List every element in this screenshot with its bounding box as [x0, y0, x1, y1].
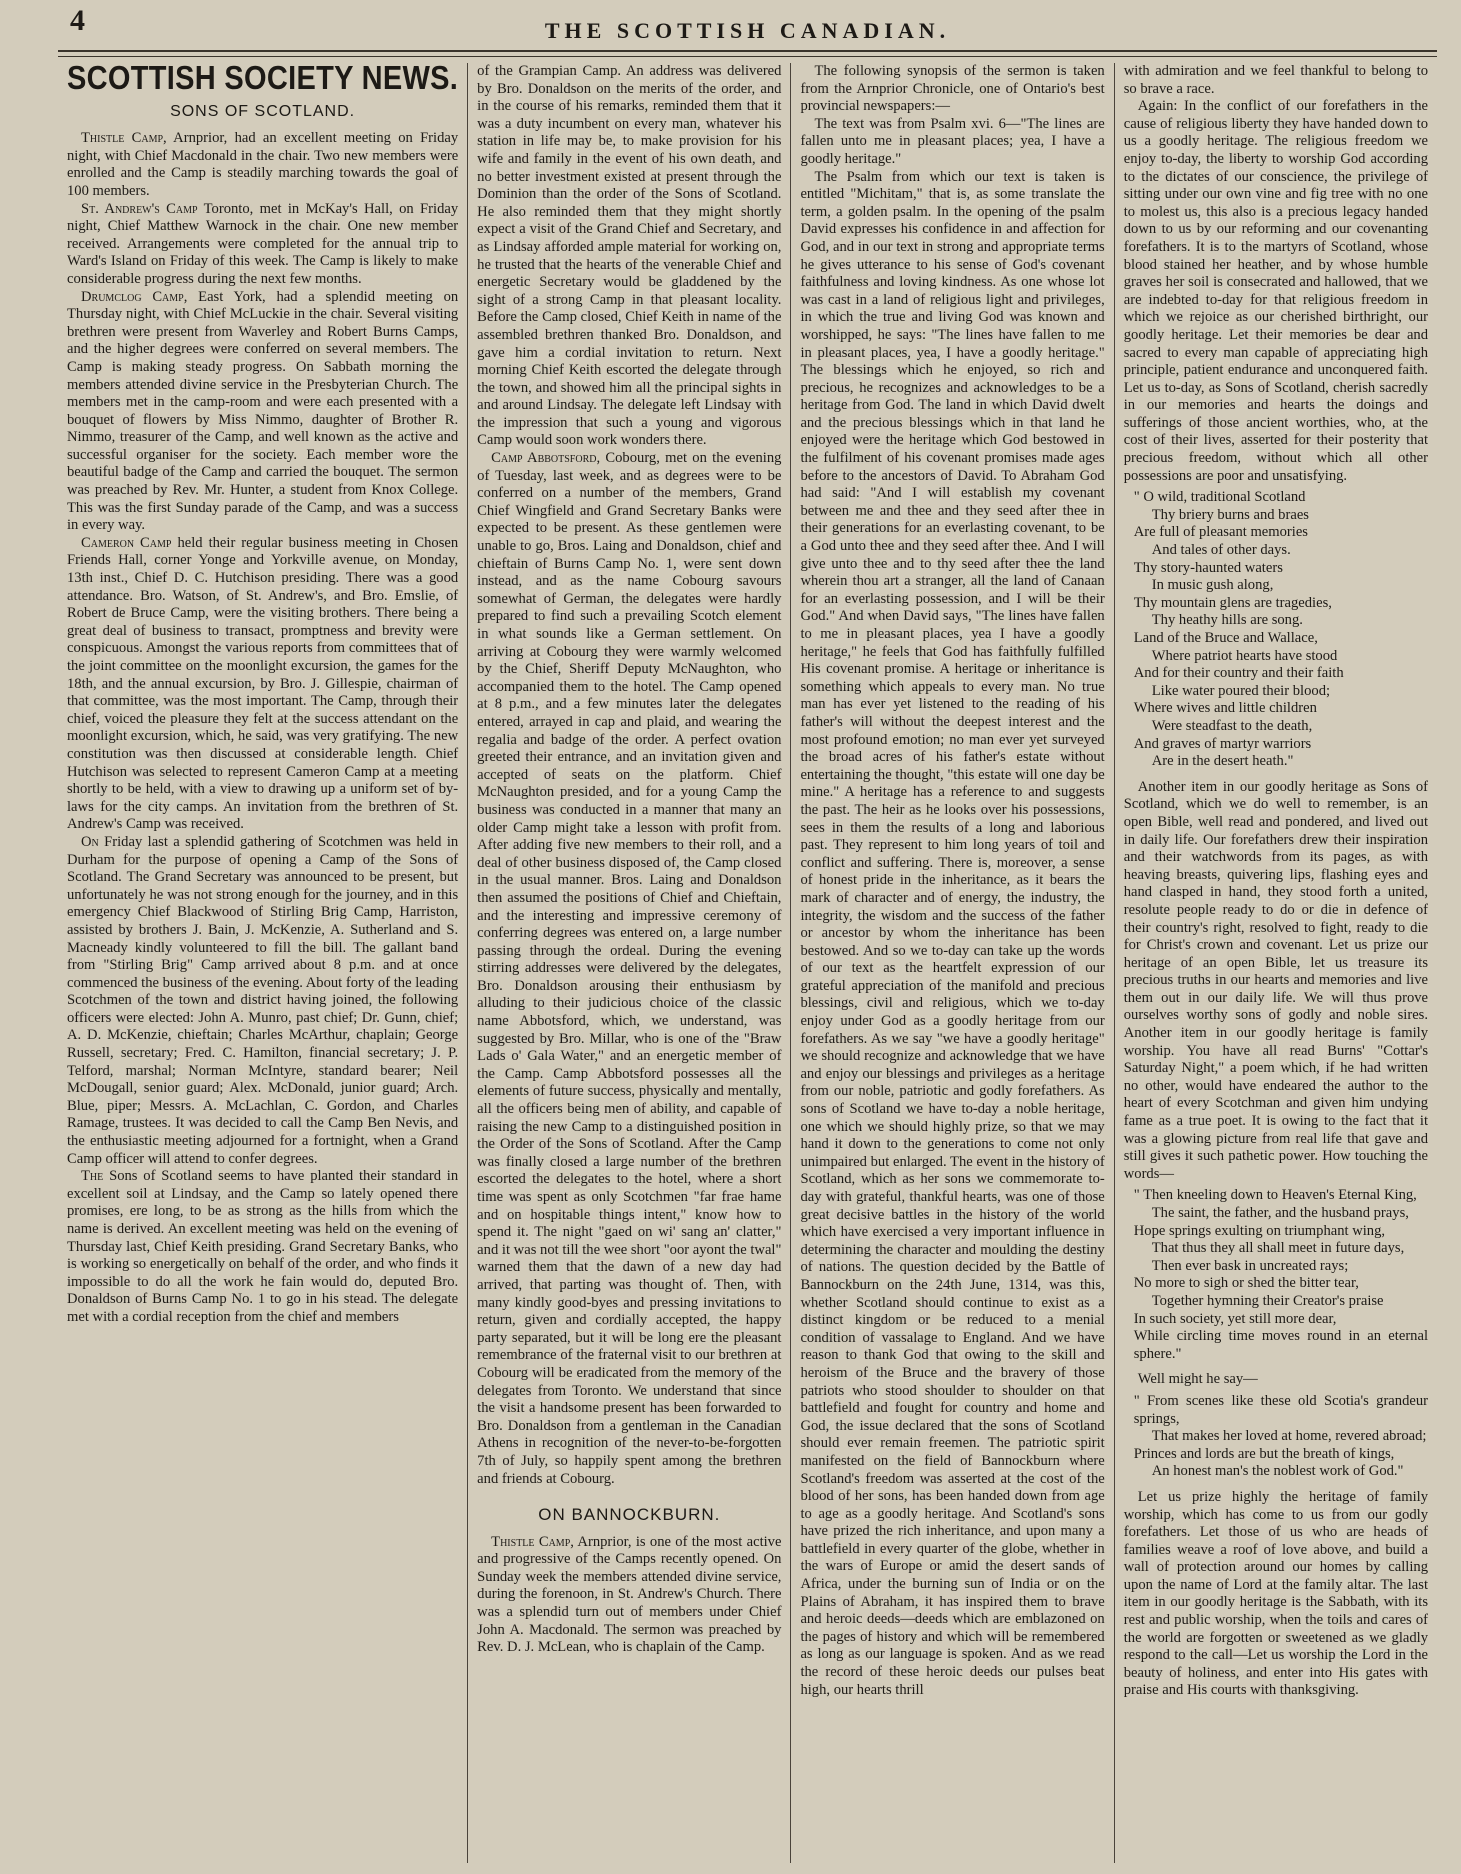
sermon-body: The Psalm from which our text is taken is entitled "Michitam," that is, as some translate the term, a golden psalm. In the opening of the psalm David expresses his confidence in and affection for God, and in our text in strong and appropriate terms he gives utterance to his sense of God's covenant faithfulness and loving kindness. As one whose lot was cast in a land of religious light and privileges, in which the true and living God was known and worshipped, he says: "The lines have fallen to me in pleasant places, yea, I have a goodly heritage." The blessings which he enjoyed, so rich and precious, he recognizes and acknowledges to be a heritage from God. The land in which David dwelt and the precious blessings which in that land he enjoyed were the heritage which God bestowed in the fulfilment of his covenant promises made ages before to the ancestors of David. To Abraham God had said: "And I will establish my covenant between me and thee and they seed after thee in their generations for an everlasting covenant, to be a God unto thee and they seed after thee. And I will give unto thee and to thy seed after thee the land wherein thou art a stranger, all the land of Canaan for an everlasting possession, and I will be their God." And when David says, "The lines have fallen to me in pleasant places, yea I have a goodly heritage," he feels that God has faithfully fulfilled His covenant promise. A heritage or inheritance is something which appeals to every man. No true man has ever yet listened to the reading of his father's will without the deepest interest and the most profound emotion; no man ever yet surveyed the broad acres of his father's estate without entertaining the thought, "this estate will one day be mine." A heritage has a reference to and suggests the past. The heir as he looks over his possessions, sees in them the results of a long and laborious past. They represent to him long years of toil and conflict and suffering. There is, moreover, a sense of honest pride in the inheritance, as it bears the mark of character and of energy, the industry, the integrity, the wisdom and the success of the father or ancestor by whom the inheritance has been bestowed. And so we to-day can take up the words of our text as the heartfelt expression of our grateful appreciation of the manifold and precious blessings, civil and religious, which we to-day enjoy under God as a goodly heritage from our forefathers. As we say "we have a goodly heritage" we should recognize and acknowledge that we have and enjoy our blessings and privileges as a heritage from our noble, patriotic and godly forefathers. As sons of Scotland we have to-day a noble heritage, one which we should highly prize, so that we may hand it down to the generations to come not only unimpaired but enlarged. The event in the history of Scotland, which as her sons we commemorate to-day with grateful, thankful hearts, was one of those great decisive battles in the history of the world which have exercised a very important influence in determining the character and moulding the destiny of nations. The question decided by the Battle of Bannockburn on the 24th June, 1314, was this, whether Scotland should continue to exist as a distinct kingdom or be reduced to a menial condition of vassalage to England. And we have reason to thank God that owing to the skill and heroism of the Bruce and the bravery of those patriots who stood shoulder to shoulder on that battlefield and fought for country and home and God, the issue declared that the sons of Scotland should ever remain freemen. The patriotic spirit manifested on the field of Bannockburn where Scotland's freedom was asserted at the cost of the blood of her sons, has been handed down from age to age as a goodly heritage. And Scotland's sons have prized the rich inheritance, and upon many a battlefield in every quarter of the globe, whether in the wars of Europe or amid the desert sands of Africa, under the burning sun of India or on the Plains of Abraham, it has inspired them to brave and heroic deeds—deeds which are emblazoned on the pages of history and which will be remembered as long as our language is spoken. And as we read the record of these heroic deeds our pulses beat high, our hearts thrill [800, 168, 1105, 1698]
family-worship: Let us prize highly the heritage of family worship, which has come to us from our godly forefathers. Let those of us who are heads of families weave a roof of love above, and build a wall of protection around our homes by calling upon the name of Lord at the family altar. The last item in our goodly heritage is the Sabbath, with its rest and public worship, when the toils and cares of the world are forgotten or sweetened as we gladly respond to the call—Let us worship the Lord in the beauty of holiness, and enter into His gates with praise and His courts with thanksgiving. [1123, 1488, 1429, 1699]
body: held their regular business meeting in Chosen Friends Hall, corner Yonge and Yorkville avenue, on Monday, 13th inst., Chief D. C. Hutchison presiding. There was a good attendance. Bro. Watson, of St. Andrew's, and Bro. Emslie, of Robert de Bruce Camp, were the visiting brothers. There being a great deal of business to transact, promptness and brevity were conspicuous. Amongst the various reports from committees that of the joint committee on the moonlight excursion, the games for the 18th, and the annual excursion, by Bro. J. Gillespie, chairman of that committee, was the most important. The Camp, through their chief, voiced the pleasure they felt at the success attendant on the moonlight excursion, which, he said, was very gratifying. The new constitution was then discussed at considerable length. Chief Hutchison was selected to represent Cameron Camp at a meeting shortly to be held, with a view to drawing up a uniform set of by-laws for the city camps. An invitation from the brethren of St. Andrew's Camp was received. [67, 534, 459, 833]
poem-line: Like water poured their blood; [1151, 682, 1331, 699]
poem-line: That makes her loved at home, revered abroad; [1151, 1428, 1427, 1445]
sermon-continued: with admiration and we feel thankful to belong to so brave a race. [1123, 63, 1429, 97]
column-3 [791, 63, 1114, 1863]
lead: Thistle Camp, [81, 130, 167, 147]
lead: On [81, 833, 99, 850]
poem-scotland [1134, 489, 1428, 771]
poem-line: While circling time moves round in an eternal sphere." [1133, 1328, 1429, 1362]
column-1 [58, 60, 468, 1863]
bannockburn-heading: ON BANNOCKBURN. [538, 1505, 721, 1525]
poem-line: Princes and lords are but the breath of kings, [1133, 1445, 1395, 1462]
religious-liberty: Again: In the conflict of our forefathers in the cause of religious liberty they have handed down to us a goodly heritage. The religious freedom we enjoy to-day, the liberty to worship God according to the dictates of our conscience, the privilege of sitting under our own vine and fig tree with no one to molest us, this also is a precious legacy handed down to us by our reforming and our covenanting forefathers. It is to the martyrs of Scotland, whose blood stained her heather, and by whose humble graves her soil is consecrated and hallowed, that we are indebted to-day for that religious freedom in which we rejoice as our cherished birthright, our goodly heritage. Let their memories be dear and sacred to every man capable of appreciating high principle, patient endurance and unconquered faith. Let us to-day, as Sons of Scotland, cherish sacredly in our memories and hearts the doings and sufferings of those ancient worthies, who, at the cost of their lives, asserted for their posterity that precious freedom, without which all other possessions are poor and unsatisfying. [1123, 98, 1429, 484]
poem-line: The saint, the father, and the husband prays, [1151, 1205, 1409, 1221]
poem-line: And tales of other days. [1151, 542, 1291, 559]
masthead [58, 0, 1437, 52]
sermon-intro: The following synopsis of the sermon is taken from the Arnprior Chronicle, one of Ontario's best provincial newspapers:— [800, 63, 1105, 115]
durham-item [67, 834, 458, 1168]
sons-heading: SONS OF SCOTLAND. [170, 102, 356, 120]
poem-line: " Then kneeling down to Heaven's Eternal King, [1133, 1187, 1417, 1204]
poem-line: That thus they all shall meet in future days, [1151, 1240, 1405, 1257]
drumclog-item [67, 289, 458, 535]
lindsay-continued: of the Grampian Camp. An address was delivered by Bro. Donaldson on the merits of the order, and in the course of his remarks, reminded them that it was a duty incumbent on every man, whatever his station in life may be, to make provision for his wife and family in the event of his own death, and no better investment existed at present through the Dominion than the order of the Sons of Scotland. He also reminded them that they might shortly expect a visit of the Grand Chief and Secretary, and as Lindsay afforded ample material for working on, he trusted that the hearts of the venerable Chief and energetic Secretary would be gladdened by the sight of a strong Camp in that pleasant locality. Before the Camp closed, Chief Keith in name of the assembled brethren thanked Bro. Donaldson, and gave him a cordial invitation to return. Next morning Chief Keith escorted the delegate through the town, and showed him all the principal sights in and around Lindsay. The delegate left Lindsay with the impression that such a young and vigorous Camp would soon work wonders there. [477, 63, 782, 449]
body: Arnprior, is one of the most active and progressive of the Camps recently opened. On Sunday week the members attended divine service, during the forenoon, in St. Andrew's Church. There was a splendid turn out of members under Chief John A. Macdonald. The sermon was preached by Rev. D. J. McLean, who is chaplain of the Camp. [477, 1533, 782, 1656]
thistle-item [67, 130, 458, 200]
poem-line: " From scenes like these old Scotia's grandeur springs, [1133, 1392, 1429, 1427]
lead: Drumclog Camp, [81, 288, 188, 305]
lindsay-item [67, 1168, 458, 1326]
poem-line: Thy mountain glens are tragedies, [1133, 594, 1332, 611]
poem-line: Were steadfast to the death, [1151, 717, 1313, 734]
poem-line: In such society, yet still more dear, [1133, 1310, 1337, 1327]
poem-line: And for their country and their faith [1133, 665, 1344, 682]
section-title: SCOTTISH SOCIETY NEWS. [67, 60, 459, 98]
body: Cobourg, met on the evening of Tuesday, last week, and as degrees were to be conferred on a number of the members, Grand Chief Wingfield and Grand Secretary Banks were expected to be present. As these gentlemen were unable to go, Bros. Laing and Donaldson, chief and chieftain of Burns Camp No. 1, were sent down instead, and as the name Cobourg savours somewhat of German, the delegates were hardly prepared to find such a prevailing Scotch element in what sounds like a German settlement. On arriving at Cobourg they were warmly welcomed by the Chief, Sheriff Deputy McNaughton, who accompanied them to the hotel. The Camp opened at 8 p.m., and a few minutes later the delegates entered, arrayed in cap and plaid, and wearing the regalia and badge of the order. A perfect ovation greeted their entrance, and an invitation given and accepted of seats on the platform. Chief McNaughton presided, and for a young Camp the business was conducted in a manner that many an older Camp might take a lesson with profit from. After adding five new members to their roll, and a deal of other business disposed of, the Camp closed in the usual manner. Bros. Laing and Donaldson then assumed the positions of Chief and Chieftain, and the interesting and impressive ceremony of conferring degrees was entered on, a large number passing through the ordeal. During the evening stirring addresses were delivered by the delegates, Bro. Donaldson arousing their enthusiasm by alluding to their judicious choice of the classic name Abbotsford, which, we understand, was suggested by Bro. Millar, who is one of the "Braw Lads o' Gala Water," and an energetic member of the Camp. Camp Abbotsford possesses all the elements of future success, physically and mentally, all the officers being men of ability, and capable of raising the new Camp to a distinguished position in the Order of the Sons of Scotland. After the Camp was finally closed a large number of the brethren escorted the delegates to the hotel, where a short time was spent as only Scotchmen "far frae hame and on hospitable things intent," know how to spend it. The night "gaed on wi' sang an' clatter," and it was not till the wee short "oor ayont the twal" warned them that the dawn of a new day had arrived, that parting was thought of. Then, with many kindly good-byes and pressing invitations to return, given and cordially accepted, the happy party separated, but it will be long ere the pleasant remembrance of the fraternal visit to our brethren at Cobourg will be eradicated from the memory of the delegates from Toronto. We understand that since the visit a handsome present has been forwarded to Bro. Donaldson from a gentleman in the Canadian Athens in recognition of the never-to-be-forgotten 7th of July, so happily spent among the brethren and friends at Cobourg. [477, 450, 782, 1487]
poem-cottar [1134, 1187, 1428, 1363]
poem-line: Thy heathy hills are song. [1151, 612, 1303, 629]
poem-line: Are in the desert heath." [1151, 753, 1294, 770]
open-bible: Another item in our goodly heritage as Sons of Scotland, which we do well to remember, is an open Bible, well read and pondered, and lived out in daily life. Our forefathers drew their inspiration and their watchwords from its pages, as with heaving breasts, quivering lips, flashing eyes and hand clasped in hand, they stood forth a united, resolute people ready to do or die in defence of their country's right, resolved to fight, ready to die for Christ's crown and covenant. Let us prize our heritage of an open Bible, let us treasure its precious truths in our hearts and memories and live them out in our daily life. We will thus prove ourselves worthy sons of godly and noble sires. Another item in our goodly heritage is family worship. You have all read Burns' "Cottar's Saturday Night," a poem which, if he had written no other, would have endeared the author to the heart of every Scotchman and given him undying fame as a true poet. It is owing to the fact that it was a glowing picture from real life that gave and still gives it such pathetic power. How touching the words— [1123, 778, 1429, 1182]
masthead-rule [58, 56, 1437, 57]
lead: The [81, 1168, 104, 1185]
poem-line: Together hymning their Creator's praise [1151, 1292, 1384, 1309]
poem-scotia [1134, 1393, 1428, 1481]
lead: St. Andrew's Camp [81, 200, 198, 217]
poem-line: Hope springs exulting on triumphant wing, [1133, 1222, 1386, 1239]
poem-line: An honest man's the noblest work of God." [1151, 1463, 1404, 1480]
lead: Camp Abbotsford, [491, 450, 601, 467]
page-number: 4 [70, 4, 85, 37]
body: Sons of Scotland seems to have planted their standard in excellent soil at Lindsay, and the Camp so lately opened there promises, ere long, to be as strong as the hills from which the name is derived. An excellent meeting was held on the evening of Thursday last, Chief Keith presiding. Grand Secretary Banks, who is working so energetically on behalf of the order, and who finds it impossible to do all the work he fain would do, deputed Bro. Donaldson of Burns Camp No. 1 to go in his stead. The delegate met with a cordial reception from the chief and members [67, 1168, 459, 1325]
abbotsford-item [477, 450, 781, 1488]
lead: Thistle Camp, [491, 1533, 574, 1550]
standrews-item [67, 201, 458, 289]
poem-line: Land of the Bruce and Wallace, [1133, 630, 1318, 646]
sermon-text: The text was from Psalm xvi. 6—"The lines are fallen unto me in pleasant places; yea, I have a goodly heritage." [800, 115, 1105, 167]
body: Arnprior, had an excellent meeting on Friday night, with Chief Macdonald in the chair. Two new members were enrolled and the Camp is steadily marching towards the goal of 100 members. [67, 130, 459, 199]
poem-line: Then ever bask in uncreated rays; [1151, 1257, 1349, 1274]
columns [58, 60, 1437, 1863]
cameron-item [67, 535, 458, 834]
poem-line: Thy briery burns and braes [1151, 506, 1309, 523]
poem-line: Where patriot hearts have stood [1151, 647, 1338, 664]
poem-line: " O wild, traditional Scotland [1133, 489, 1306, 506]
poem-line: And graves of martyr warriors [1133, 735, 1312, 752]
poem-line: Thy story-haunted waters [1133, 559, 1283, 576]
column-2 [468, 63, 791, 1863]
poem-line: In music gush along, [1151, 577, 1274, 594]
paper-name: THE SCOTTISH CANADIAN. [544, 18, 951, 43]
column-4 [1115, 63, 1437, 1863]
poem-line: No more to sigh or shed the bitter tear, [1133, 1275, 1359, 1292]
body: Friday last a splendid gathering of Scotchmen was held in Durham for the purpose of opening a Camp of the Sons of Scotland. The Grand Secretary was announced to be present, but unfortunately he was not strong enough for the journey, and in this emergency Chief Blackwood of Stirling Brig Camp, Harriston, assisted by brothers J. Bain, J. McKenzie, A. Sutherland and S. Macneady kindly volunteered to fill the bill. The gallant band from "Stirling Brig" Camp arrived about 8 p.m. and at once commenced the business of the evening. About forty of the leading Scotchmen of the town and district having joined, the following officers were elected: John A. Munro, past chief; Dr. Gunn, chief; A. D. McKenzie, chieftain; Charles McArthur, chaplain; George Russell, secretary; Fred. C. Hamilton, financial secretary; J. P. Telford, marshal; Norman McIntyre, standard bearer; Neil McDougall, senior guard; Alex. McDonald, junior guard; Arch. Blue, piper; Messrs. A. McLachlan, C. Gordon, and Charles Ramage, trustees. It was decided to call the Camp Ben Nevis, and the enthusiastic meeting adjourned for a fortnight, when a Grand Camp officer will attend to confer degrees. [67, 833, 459, 1167]
poem-line: Are full of pleasant memories [1133, 524, 1308, 541]
lead: Cameron Camp [81, 534, 172, 551]
body: East York, had a splendid meeting on Thursday night, with Chief McLuckie in the chair. Several visiting brethren were present from Waverley and Robert Burns Camps, and the higher degrees were conferred on several members. The Camp is making steady progress. On Sabbath morning the members attended divine service in the Presbyterian Church. The members met in the camp-room and were each presented with a bouquet of flowers by Miss Nimmo, daughter of Brother R. Nimmo, treasurer of the Camp, and well known as the active and successful organiser for the society. Each member wore the beautiful badge of the Camp and carried the bouquet. The sermon was preached by Rev. Mr. Hunter, a student from Knox College. This was the first Sunday parade of the Camp, and was a success in every way. [67, 288, 459, 534]
poem-line: Where wives and little children [1133, 700, 1317, 717]
well-might: Well might he say— [1137, 1371, 1258, 1388]
bannockburn-item [477, 1534, 781, 1657]
body: Toronto, met in McKay's Hall, on Friday night, Chief Matthew Warnock in the chair. One new member received. Arrangements were completed for the annual trip to Ward's Island on Friday of this week. The Camp is likely to make considerable progress during the next few months. [67, 200, 459, 287]
